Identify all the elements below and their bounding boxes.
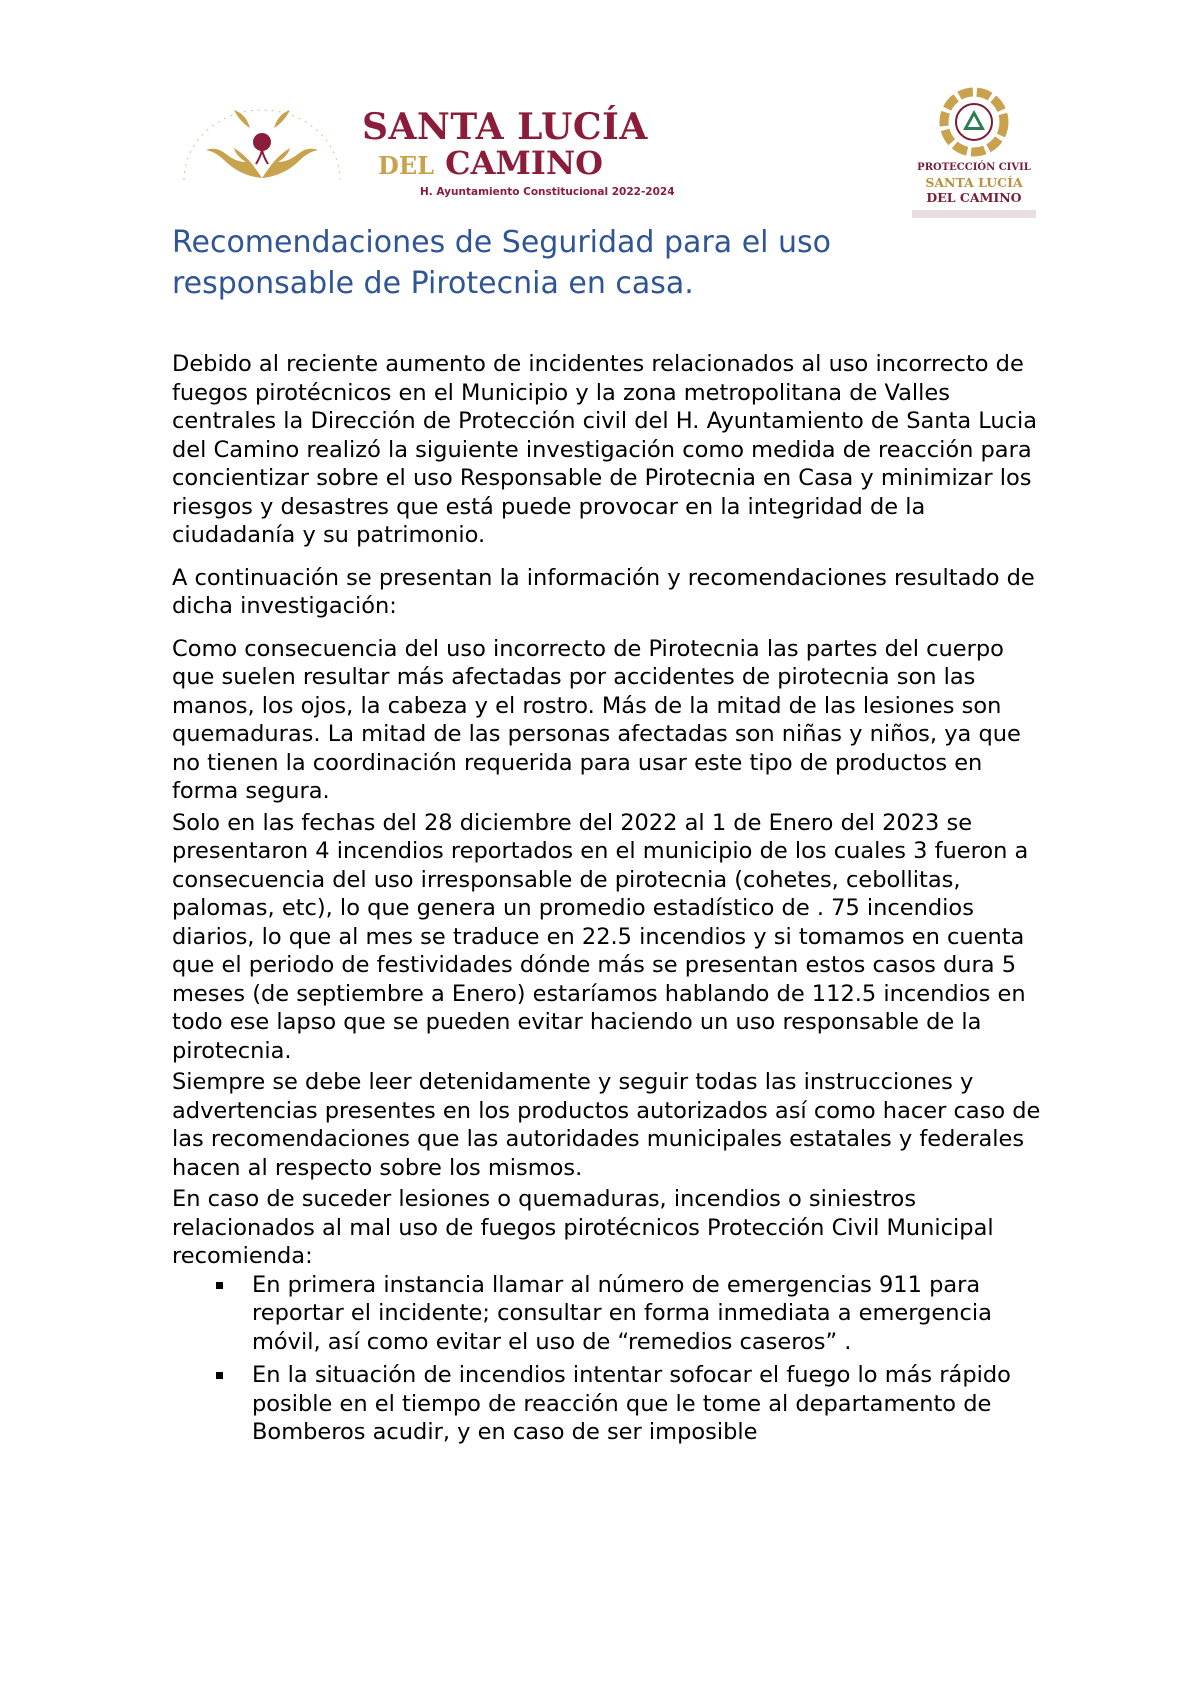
logo-line-del-camino: DEL CAMINO [926,190,1022,205]
paragraph-recommendation-intro: En caso de suceder lesiones o quemaduras, incendios o siniestros relacionados al mal uso de fuegos pirotécnicos Protección Civil Municipal recomienda: [172,1186,994,1269]
recommendation-list [172,1271,1042,1447]
paragraph-statistics: Solo en las fechas del 28 diciembre del 2022 al 1 de Enero del 2023 se presentaron 4 incendios reportados en el municipio de los cuales 3 fueron a consecuencia del uso irresponsable de pirotecnia (cohetes, cebollitas, palomas, etc), lo que genera un promedio estadístico de . 75 incendios diarios, lo que al mes se traduce en 22.5 incendios y si tomamos en cuenta que el periodo de festividades dónde más se presentan estos casos dura 5 meses (de septiembre a Enero) estaríamos hablando de 112.5 incendios en todo ese lapso que se pueden evitar haciendo un uso responsable de la pirotecnia. [172,809,1029,1064]
square-bullet-icon [216,1372,223,1379]
logo-period: H. Ayuntamiento Constitucional 2022-2024 [420,186,675,198]
list-item [172,1271,1042,1357]
list-item-text: En la situación de incendios intentar sofocar el fuego lo más rápido posible en el tiempo de reacción que le tome al departamento de Bomberos acudir, y en caso de ser imposible [252,1362,1011,1445]
paragraph-instructions: Siempre se debe leer detenidamente y seguir todas las instrucciones y advertencias presentes en los productos autorizados así como hacer caso de las recomendaciones que las autoridades municipales estatales y federales hacen al respecto sobre los mismos. [172,1069,1041,1181]
logo-line-protection: PROTECCIÓN CIVIL [917,162,1031,173]
logo-subtitle-camino: CAMINO [445,144,603,182]
document-body [172,350,1042,1452]
paragraph-intro: Debido al reciente aumento de incidentes relacionados al uso incorrecto de fuegos pirotécnicos en el Municipio y la zona metropolitana de Valles centrales la Dirección de Protección civil del H. Ayuntamiento de Santa Lucia del Camino realizó la siguiente investigación como medida de reacción para concientizar sobre el uso Responsable de Pirotecnia en Casa y minimizar los riesgos y desastres que está puede provocar en la integridad de la ciudadanía y su patrimonio. [172,351,1038,548]
logo-subtitle-del: DEL [378,151,434,180]
logo-title: SANTA LUCÍA [362,106,648,148]
logo-subtitle [378,144,603,182]
municipal-logo [172,98,675,202]
hands-heart-icon [172,98,352,202]
square-bullet-icon [216,1282,223,1289]
logo-line-santa-lucia: SANTA LUCÍA [925,175,1023,190]
list-item-text: En primera instancia llamar al número de emergencias 911 para reportar el incidente; consultar en forma inmediata a emergencia móvil, así como evitar el uso de “remedios caseros” . [252,1271,992,1355]
paragraph-consequences: Como consecuencia del uso incorrecto de Pirotecnia las partes del cuerpo que suelen resultar más afectadas por accidentes de pirotecnia son las manos, los ojos, la cabeza y el rostro. Más de la mitad de las lesiones son quemaduras. La mitad de las personas afectadas son niñas y niños, ya que no tienen la coordinación requerida para usar este tipo de productos en forma segura. [172,635,1021,804]
page-title: Recomendaciones de Seguridad para el uso responsable de Pirotecnia en casa. [172,225,832,301]
list-item [172,1361,1042,1447]
logo-divider [912,210,1036,218]
civil-protection-emblem-icon [932,86,1016,158]
paragraph-continuation: A continuación se presentan la información y recomendaciones resultado de dicha investigación: [172,564,1035,619]
civil-protection-logo [904,86,1044,226]
